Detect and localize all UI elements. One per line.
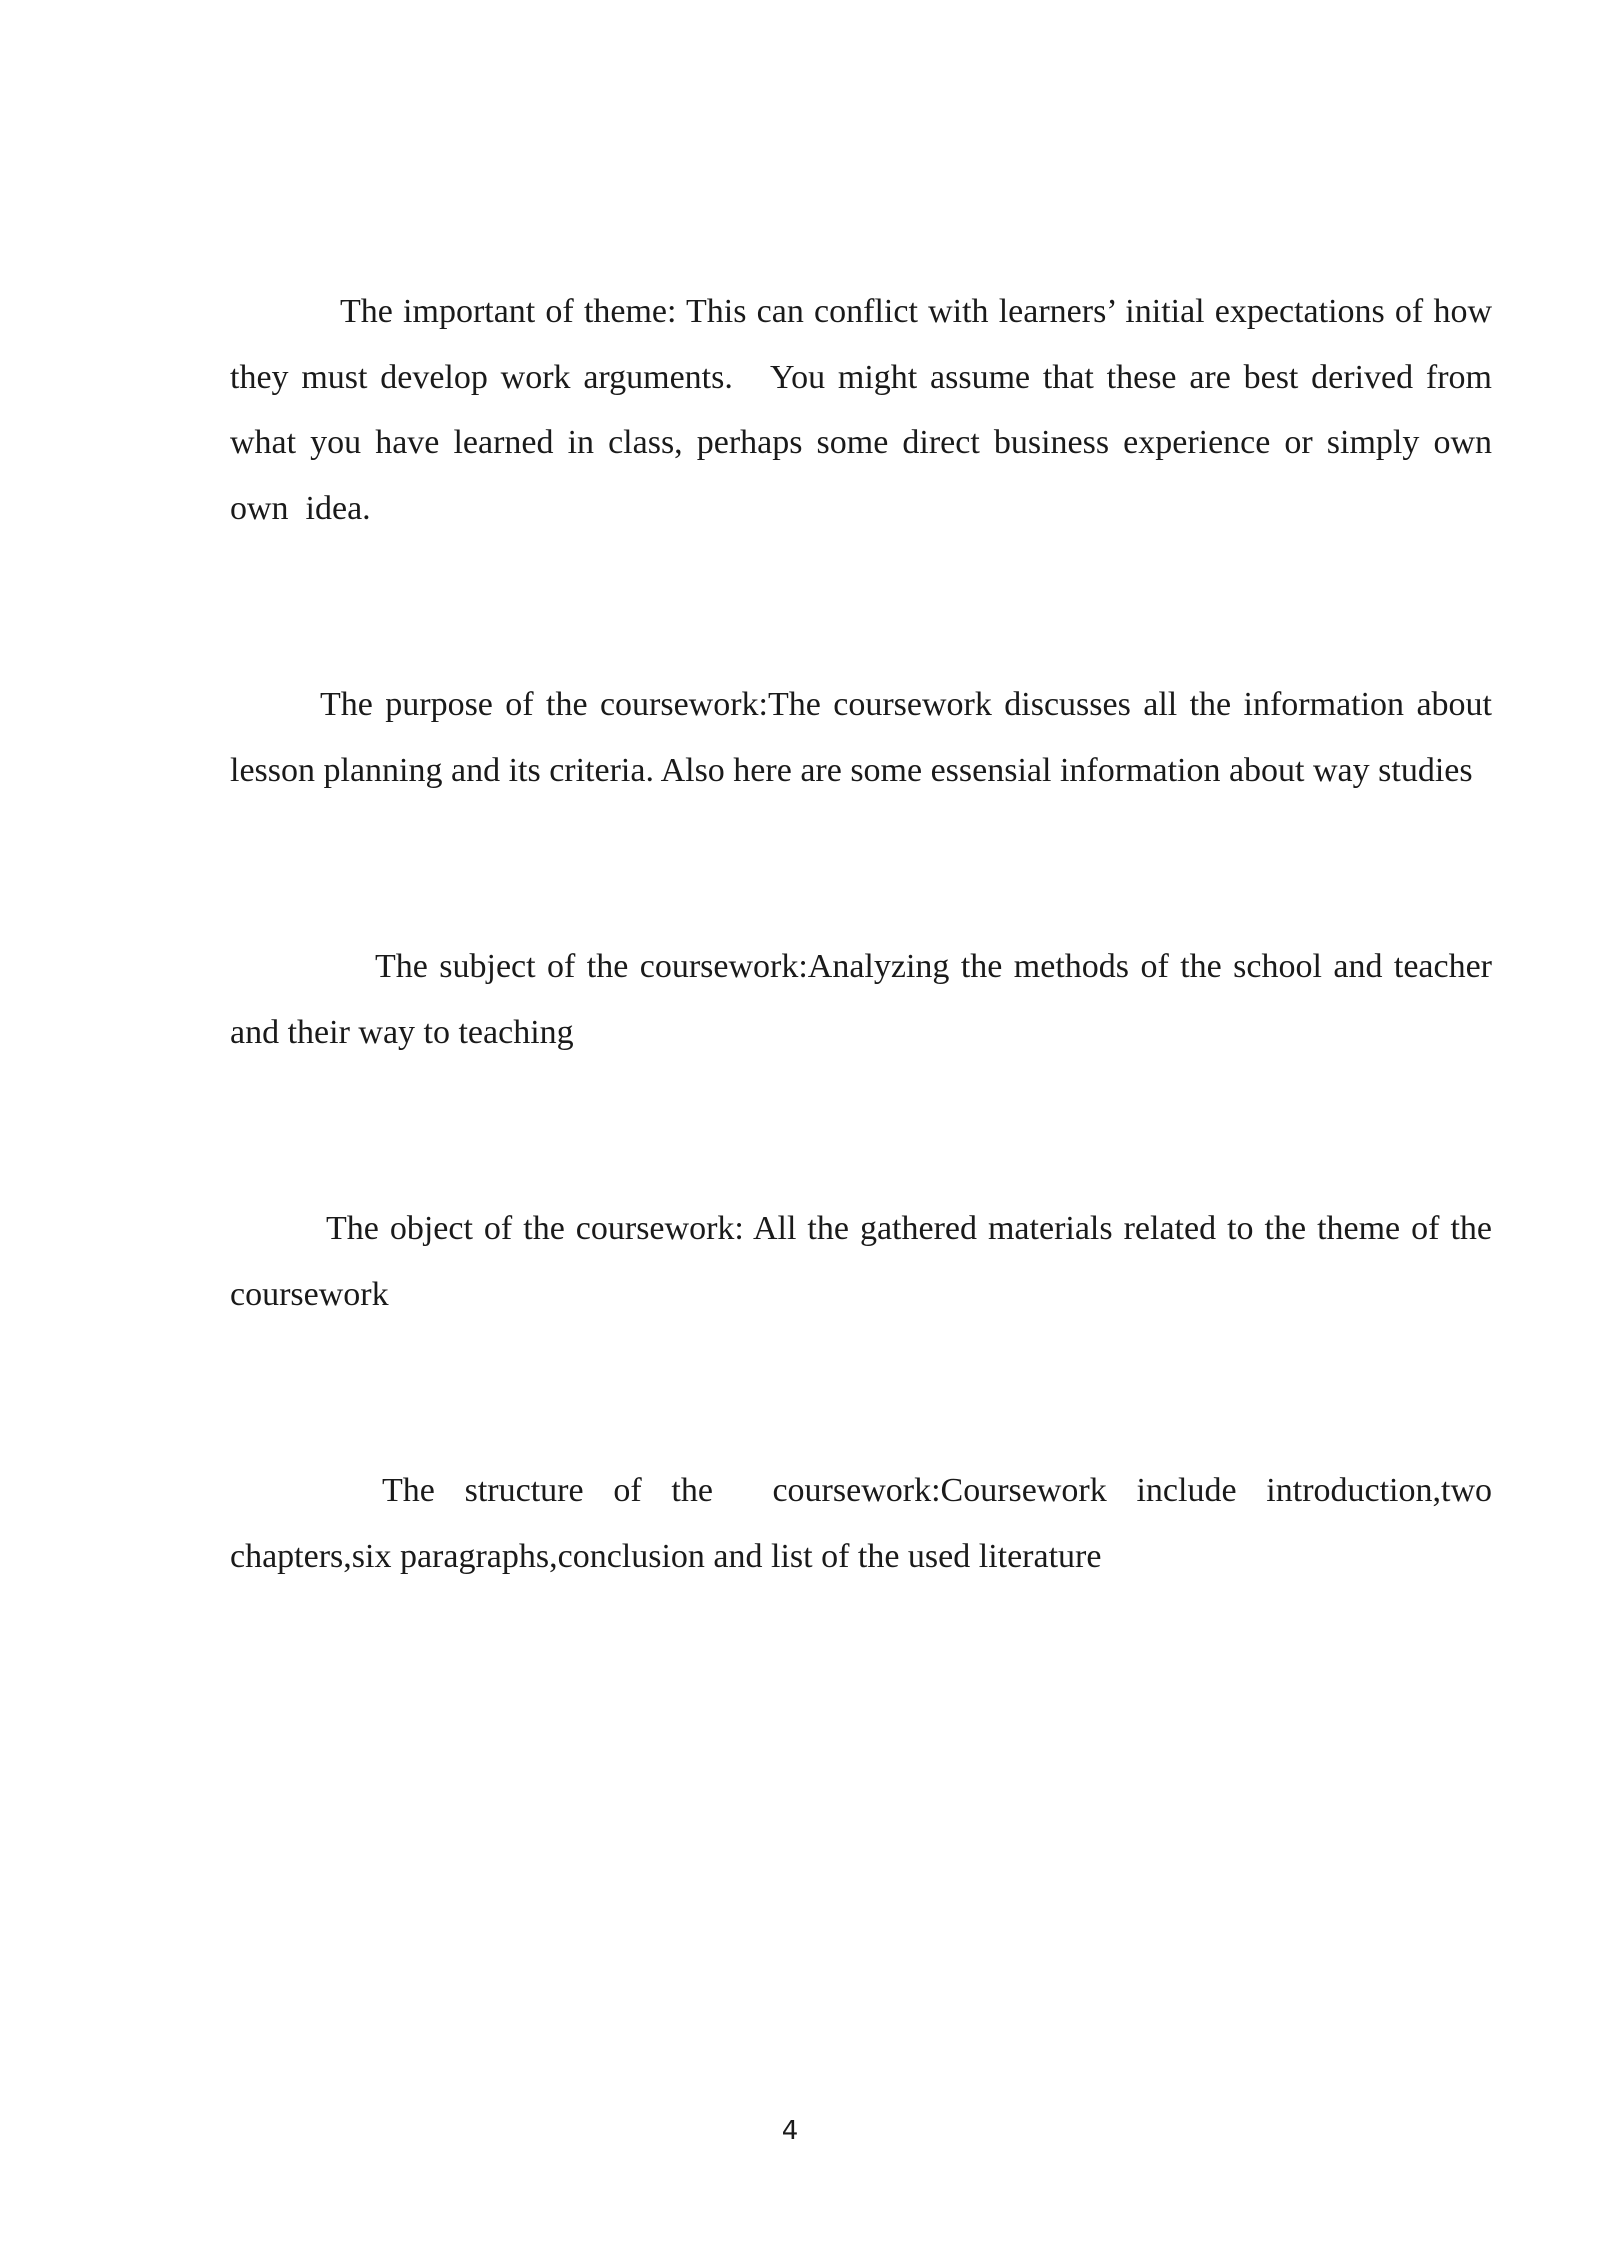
paragraph-subject: The subject of the coursework:Analyzing the methods of the school and teacher and their way to teaching <box>230 948 1501 1051</box>
paragraph-object: The object of the coursework: All the gathered materials related to the theme of the coursework <box>230 1210 1509 1313</box>
document-body <box>230 148 1518 1720</box>
paragraph-purpose: The purpose of the coursework:The coursework discusses all the information about lesson planning and its criteria. Also here are some essensial information about way studies <box>230 686 1501 789</box>
page-number: 4 <box>781 2116 799 2146</box>
paragraph-structure: The structure of the coursework:Coursework include introduction,two chapters,six paragraphs,conclusion and list of the used literature <box>230 1472 1501 1575</box>
paragraph-importance-of-theme: The important of theme: This can conflict with learners’ initial expectations of how they must develop work arguments. You might assume that these are best derived from what you have learned in class, perhaps some direct business experience or simply own own idea. <box>230 293 1518 527</box>
